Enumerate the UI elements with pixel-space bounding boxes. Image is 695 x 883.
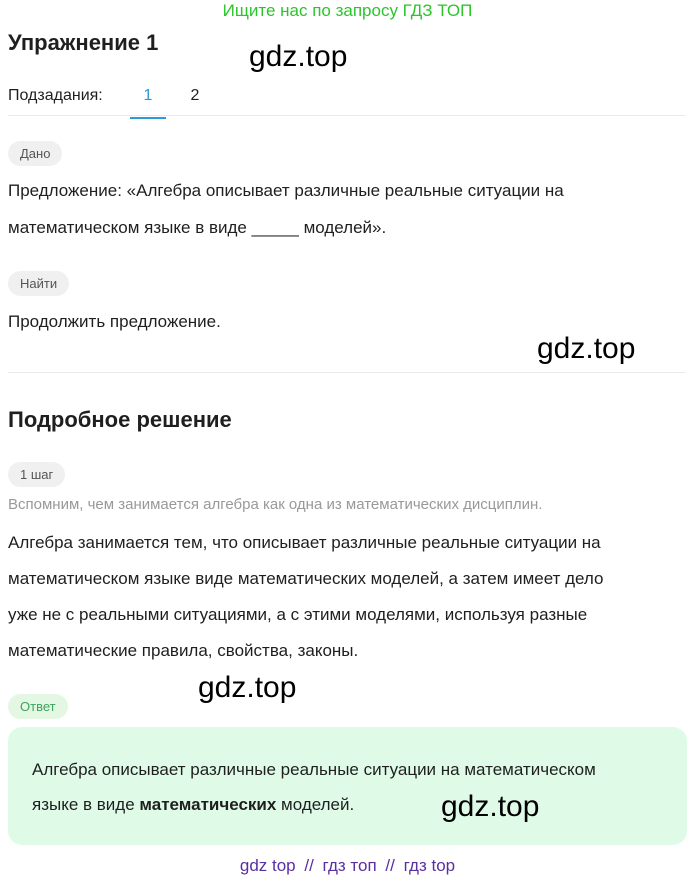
watermark: gdz.top: [249, 40, 348, 73]
solution-line: математическом языке виде математических моделей, а затем имеет дело: [8, 569, 604, 588]
top-banner: Ищите нас по запросу ГДЗ ТОП: [222, 1, 473, 20]
subtasks-label: Подзадания:: [8, 87, 103, 104]
answer-text-end: моделей.: [276, 795, 355, 814]
footer-link[interactable]: гдз top: [403, 856, 456, 875]
answer-text: [32, 752, 672, 822]
divider: [8, 115, 686, 116]
footer-separator: //: [304, 856, 314, 875]
solution-title: Подробное решение: [8, 407, 232, 432]
divider: [8, 372, 686, 373]
footer-link[interactable]: gdz top: [239, 856, 296, 875]
watermark: gdz.top: [198, 671, 297, 704]
solution-line: математические правила, свойства, законы.: [8, 641, 359, 660]
given-text-line-1: Предложение: «Алгебра описывает различные реальные ситуации на: [8, 181, 564, 200]
watermark: gdz.top: [441, 790, 540, 823]
answer-highlight: математических: [139, 795, 277, 814]
solution-line: уже не с реальными ситуациями, а с этими моделями, используя разные: [8, 605, 588, 624]
find-text: Продолжить предложение.: [8, 312, 221, 331]
answer-line-1: Алгебра описывает различные реальные ситуации на математическом: [32, 760, 596, 779]
footer-link[interactable]: гдз топ: [322, 856, 377, 875]
page-title: Упражнение 1: [8, 30, 159, 55]
solution-hint: Вспомним, чем занимается алгебра как одна из математических дисциплин.: [8, 496, 543, 513]
answer-badge: Ответ: [8, 694, 68, 719]
answer-line-2: [32, 787, 672, 822]
footer-links: [0, 856, 695, 876]
solution-line: Алгебра занимается тем, что описывает различные реальные ситуации на: [8, 533, 601, 552]
answer-text-start: языке в виде: [32, 795, 140, 814]
given-badge: Дано: [8, 141, 62, 166]
footer-separator: //: [385, 856, 395, 875]
find-badge: Найти: [8, 271, 69, 296]
given-text-line-2: математическом языке в виде _____ моделей».: [8, 218, 387, 237]
watermark: gdz.top: [537, 332, 636, 365]
subtask-tab-1[interactable]: 1: [130, 87, 166, 119]
step-badge: 1 шаг: [8, 462, 65, 487]
subtask-tab-2[interactable]: 2: [190, 87, 200, 104]
